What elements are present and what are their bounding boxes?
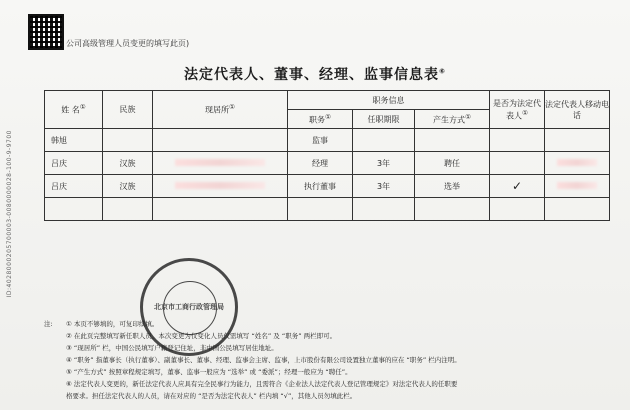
- seal-text: 北京市工商行政管理局: [154, 303, 224, 311]
- header-row-1: [45, 91, 610, 110]
- redacted-address: [175, 182, 265, 189]
- table-row: [45, 129, 610, 152]
- col-header-legal-rep: 是否为法定代表人①: [490, 91, 545, 129]
- cell-term: 3年: [353, 152, 415, 175]
- top-note: 公司高级管理人员变更的填写此页): [66, 39, 190, 48]
- cell-legal-rep: [490, 152, 545, 175]
- table-row-empty: [45, 198, 610, 221]
- col-header-term: 任职期限: [353, 110, 415, 129]
- officer-info-table: [44, 90, 610, 221]
- cell-legal-rep: ✓: [490, 175, 545, 198]
- redacted-address: [175, 159, 265, 166]
- col-header-ethnicity: 民族: [103, 91, 153, 129]
- note-item: 格要求。担任法定代表人的人员，请在对应的 “是否为法定代表人” 栏内填 “√”，其他人员勿填此栏。: [66, 392, 357, 400]
- cell-ethnicity: [103, 129, 153, 152]
- title-mark: ⑥: [439, 67, 446, 76]
- cell-term: [353, 129, 415, 152]
- note-item: ① 本页不够填的，可复印续填。: [66, 320, 159, 328]
- notes-list: [44, 318, 604, 402]
- cell-method: [415, 129, 490, 152]
- col-header-name: 姓 名①: [45, 91, 103, 129]
- cell-ethnicity: 汉族: [103, 152, 153, 175]
- cell-position: 执行董事: [288, 175, 353, 198]
- note-item: ② 在此页完整填写新任职人员，本次变更为仅变化人员仅需填写 “姓名” 及 “职务” 两栏即可。: [66, 332, 337, 340]
- cell-phone: [545, 175, 610, 198]
- cell-position: 监事: [288, 129, 353, 152]
- col-header-method: 产生方式①: [415, 110, 490, 129]
- table-row: [45, 175, 610, 198]
- cell-ethnicity: 汉族: [103, 175, 153, 198]
- cell-position: 经理: [288, 152, 353, 175]
- side-code: ID:4028000205700003-0080000028-100-9-9700: [6, 130, 13, 298]
- note-item: ⑤ “产生方式” 按照章程规定填写，董事、监事一般应为 “选举” 或 “委派”；经理一般应为 “聘任”。: [66, 368, 352, 376]
- cell-method: 选举: [415, 175, 490, 198]
- redacted-phone: [557, 182, 597, 189]
- table-row: [45, 152, 610, 175]
- redacted-phone: [557, 159, 597, 166]
- page-title: [0, 64, 630, 84]
- qr-code: [28, 14, 64, 50]
- col-header-address: 现居所①: [153, 91, 288, 129]
- cell-address: [153, 175, 288, 198]
- note-item: ⑥ 法定代表人变更的，新任法定代表人应具有完全民事行为能力，且需符合《企业法人法定代表人登记管理规定》对法定代表人的任职要: [66, 380, 458, 388]
- cell-legal-rep: [490, 129, 545, 152]
- notes-label: 注:: [44, 320, 53, 328]
- cell-address: [153, 129, 288, 152]
- cell-term: 3年: [353, 175, 415, 198]
- note-item: ④ “职务” 指董事长（执行董事）、副董事长、董事、经理、监事会主席、监事，上市股份有限公司设置独立董事的应在 “职务” 栏内注明。: [66, 356, 461, 364]
- cell-method: 聘任: [415, 152, 490, 175]
- col-header-position-info: 职务信息: [288, 91, 490, 110]
- cell-name: 吕庆: [45, 152, 103, 175]
- col-header-phone: 法定代表人移动电话: [545, 91, 610, 129]
- title-text: 法定代表人、董事、经理、监事信息表: [184, 67, 440, 83]
- cell-phone: [545, 129, 610, 152]
- note-item: ③ “现居所” 栏，中国公民填写户籍登记住址，非中国公民填写居住地址。: [66, 344, 278, 352]
- cell-phone: [545, 152, 610, 175]
- col-header-position: 职务①: [288, 110, 353, 129]
- cell-address: [153, 152, 288, 175]
- cell-name: 韩旭: [45, 129, 103, 152]
- notes-section: [44, 318, 604, 402]
- cell-name: 吕庆: [45, 175, 103, 198]
